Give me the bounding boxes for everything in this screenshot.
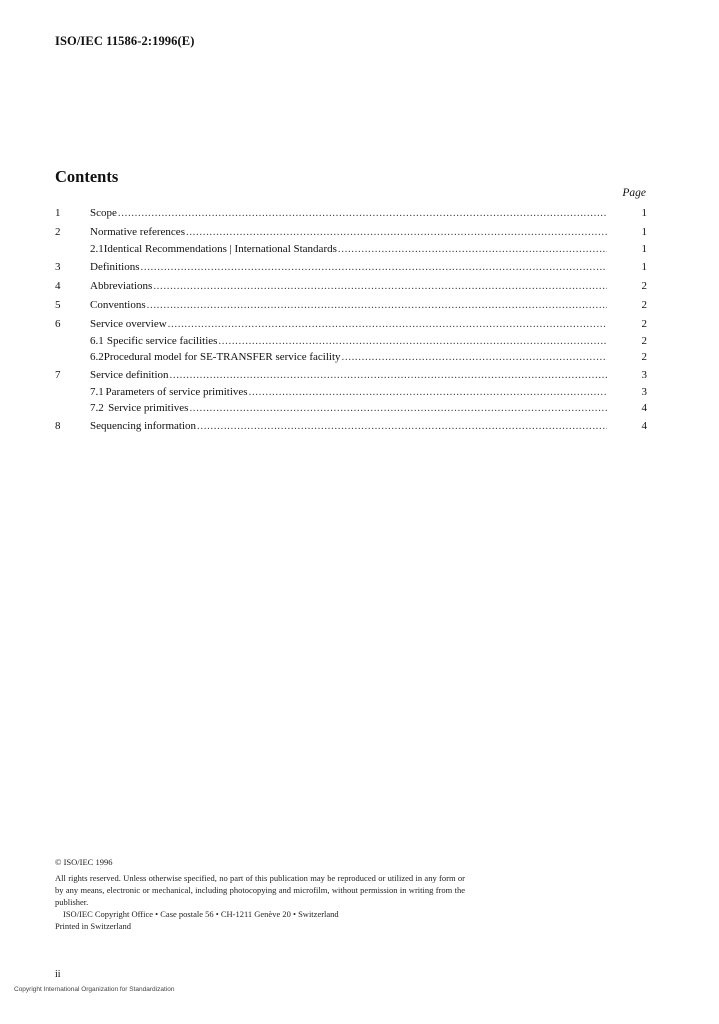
copyright-watermark: Copyright International Organization for Standardization: [14, 986, 175, 993]
dot-leader: [153, 278, 607, 295]
dot-leader: [197, 418, 607, 435]
toc-subentry-number: 6.1: [90, 335, 104, 347]
dot-leader: [189, 400, 607, 416]
toc-subentry-page: 2: [641, 351, 647, 363]
toc-entry-title: Scope: [90, 207, 117, 219]
toc-entry-page: 1: [641, 207, 647, 219]
toc-entry-number: 7: [55, 369, 61, 381]
toc-entry[interactable]: [55, 224, 647, 241]
dot-leader: [168, 316, 607, 333]
toc-entry-number: 5: [55, 299, 61, 311]
table-of-contents: [55, 205, 647, 435]
toc-entry-title: Conventions: [90, 299, 146, 311]
toc-entry-title: Service overview: [90, 318, 167, 330]
toc-entry-page: 1: [641, 261, 647, 273]
dot-leader: [338, 241, 607, 257]
toc-entry-number: 4: [55, 280, 61, 292]
toc-entry-number: 3: [55, 261, 61, 273]
dot-leader: [118, 205, 607, 222]
page-column-label: Page: [622, 187, 646, 199]
toc-entry[interactable]: [55, 418, 647, 435]
toc-entry-page: 2: [641, 299, 647, 311]
toc-entry-page: 2: [641, 318, 647, 330]
toc-entry[interactable]: [55, 316, 647, 333]
toc-subentry-page: 1: [641, 243, 647, 255]
contents-title: Contents: [55, 167, 119, 186]
page-number: ii: [55, 969, 61, 980]
toc-entry-title: Definitions: [90, 261, 140, 273]
dot-leader: [186, 224, 607, 241]
toc-entry[interactable]: [55, 297, 647, 314]
toc-subentry-page: 4: [641, 402, 647, 414]
dot-leader: [218, 333, 607, 349]
toc-subentry-title: Procedural model for SE-TRANSFER service facility: [103, 351, 341, 363]
toc-subentry[interactable]: [55, 349, 647, 365]
printed-in: Printed in Switzerland: [55, 921, 132, 931]
toc-subentry[interactable]: [55, 241, 647, 257]
toc-subentry-number: 7.1: [90, 386, 104, 398]
dot-leader: [249, 384, 607, 400]
toc-entry[interactable]: [55, 367, 647, 384]
copyright-notice: [55, 856, 465, 932]
document-header: ISO/IEC 11586-2:1996(E): [55, 34, 195, 48]
toc-subentry-title: Specific service facilities: [106, 335, 218, 347]
toc-subentry-number: 7.2: [90, 402, 104, 414]
toc-subentry[interactable]: [55, 333, 647, 349]
copyright-office-address: ISO/IEC Copyright Office • Case postale 56 • CH-1211 Genève 20 • Switzerland: [63, 909, 339, 919]
toc-entry-number: 6: [55, 318, 61, 330]
toc-subentry-title: Service primitives: [108, 402, 189, 414]
toc-subentry-number: 6.2: [90, 351, 104, 363]
toc-entry-number: 8: [55, 420, 61, 432]
toc-entry-title: Abbreviations: [90, 280, 153, 292]
toc-subentry[interactable]: [55, 384, 647, 400]
toc-entry-title: Normative references: [90, 226, 185, 238]
toc-entry-page: 2: [641, 280, 647, 292]
toc-entry-title: Service definition: [90, 369, 169, 381]
toc-entry-page: 1: [641, 226, 647, 238]
toc-subentry-title: Parameters of service primitives: [105, 386, 248, 398]
toc-subentry-title: Identical Recommendations | International Standards: [103, 243, 337, 255]
toc-entry-number: 1: [55, 207, 61, 219]
toc-entry[interactable]: [55, 205, 647, 222]
dot-leader: [147, 297, 607, 314]
dot-leader: [342, 349, 607, 365]
toc-subentry-number: 2.1: [90, 243, 104, 255]
dot-leader: [141, 259, 608, 276]
toc-subentry-page: 3: [641, 386, 647, 398]
rights-statement: All rights reserved. Unless otherwise specified, no part of this publication may be reproduced or utilized in any form or by any means, electronic or mechanical, including photocopying and microfilm, without permission in writing from the publisher.: [55, 873, 465, 907]
toc-entry-page: 3: [641, 369, 647, 381]
toc-entry[interactable]: [55, 278, 647, 295]
toc-entry-title: Sequencing information: [90, 420, 197, 432]
toc-entry-page: 4: [641, 420, 647, 432]
toc-entry-number: 2: [55, 226, 61, 238]
toc-subentry-page: 2: [641, 335, 647, 347]
toc-subentry[interactable]: [55, 400, 647, 416]
toc-entry[interactable]: [55, 259, 647, 276]
copyright-line: © ISO/IEC 1996: [55, 857, 113, 867]
dot-leader: [170, 367, 607, 384]
